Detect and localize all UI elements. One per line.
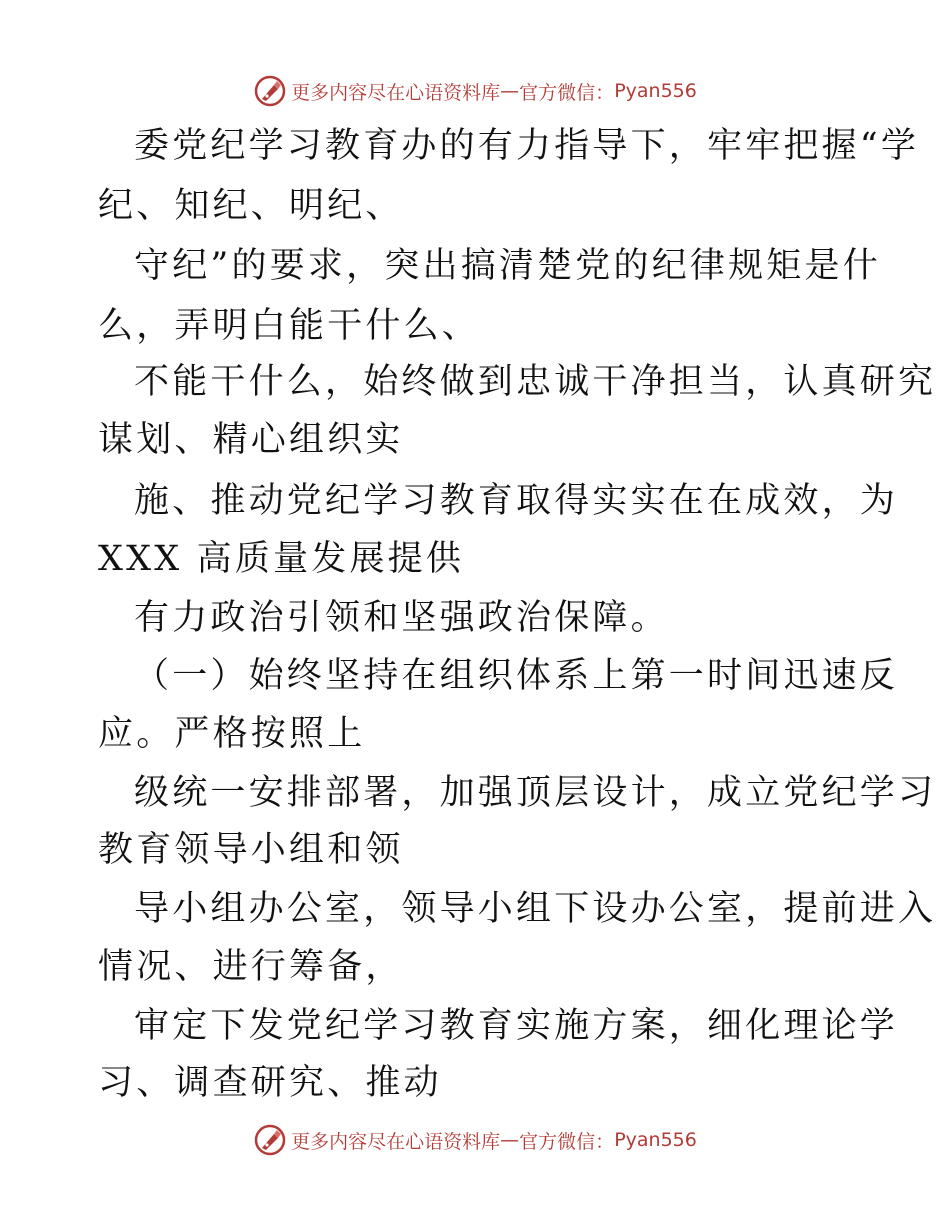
- section-heading-line: （一）始终坚持在组织体系上第一时间迅速反: [134, 656, 899, 696]
- footer-banner-text: 更多内容尽在心语资料库: [291, 1130, 501, 1153]
- paragraph-line: 导小组办公室，领导小组下设办公室，提前进入: [134, 889, 937, 929]
- header-wechat-id: Pyan556: [614, 80, 697, 102]
- paragraph-line: 谋划、精心组织实: [98, 420, 404, 460]
- paragraph-line: 审定下发党纪学习教育实施方案，细化理论学: [134, 1006, 899, 1046]
- pen-nib-logo-icon: [253, 1123, 287, 1157]
- footer-watermark-banner: [0, 1120, 950, 1160]
- paragraph-line: 教育领导小组和领: [98, 830, 404, 870]
- paragraph-line: 情况、进行筹备，: [98, 947, 404, 987]
- paragraph-line: 守纪”的要求，突出搞清楚党的纪律规矩是什: [134, 246, 881, 286]
- paragraph-line: 级统一安排部署，加强顶层设计，成立党纪学习: [134, 773, 937, 813]
- header-banner-separator: —: [500, 80, 520, 102]
- paragraph-line: 纪、知纪、明纪、: [98, 186, 404, 226]
- footer-wechat-id: Pyan556: [614, 1129, 697, 1151]
- paragraph-line: 委党纪学习教育办的有力指导下，牢牢把握“学: [134, 126, 920, 166]
- paragraph-line: 施、推动党纪学习教育取得实实在在成效，为: [134, 481, 899, 521]
- paragraph-line: XXX 高质量发展提供: [98, 539, 465, 579]
- header-banner-text: 更多内容尽在心语资料库: [291, 81, 501, 104]
- paragraph-line: 有力政治引领和坚强政治保障。: [134, 598, 669, 638]
- paragraph-line: 么，弄明白能干什么、: [98, 306, 481, 346]
- paragraph-line: 不能干什么，始终做到忠诚干净担当，认真研究: [134, 362, 937, 402]
- header-wechat-label: 官方微信：: [519, 81, 615, 104]
- paragraph-line: 习、调查研究、推动: [98, 1063, 442, 1103]
- footer-banner-separator: —: [500, 1129, 520, 1151]
- paragraph-line: 应。严格按照上: [98, 714, 366, 754]
- footer-wechat-label: 官方微信：: [519, 1130, 615, 1153]
